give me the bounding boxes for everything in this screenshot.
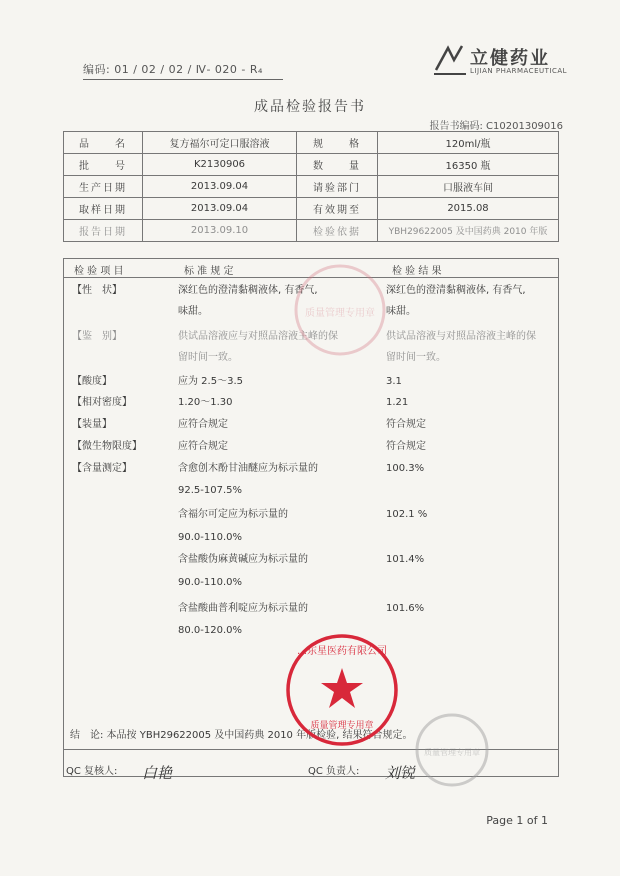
result-item: 【含量测定】 (72, 463, 132, 474)
red-company-stamp-icon (282, 630, 402, 750)
info-label: 检验依据 (297, 220, 378, 242)
info-row-batch (64, 154, 559, 176)
info-row-product (64, 132, 559, 154)
result-item: 【性 状】 (72, 285, 122, 296)
gray-quality-stamp-icon (412, 710, 492, 790)
result-standard: 味甜。 (178, 306, 208, 317)
info-row-report-date (64, 220, 559, 242)
result-standard: 1.20～1.30 (178, 397, 233, 408)
result-value: 1.21 (386, 397, 409, 408)
qc-manager-label: QC 负责人: (308, 766, 360, 777)
header-result: 检 验 结 果 (392, 266, 442, 277)
result-standard: 含福尔可定应为标示量的 (178, 509, 288, 520)
result-item: 【微生物限度】 (72, 441, 142, 452)
pale-quality-stamp-icon (290, 260, 390, 360)
result-item: 【酸度】 (72, 376, 112, 387)
logo-english-name: LIJIAN PHARMACEUTICAL (470, 67, 568, 75)
info-label: 数 量 (297, 154, 378, 176)
info-value: 2015.08 (378, 198, 559, 220)
conclusion-text: 结 论: 本品按 YBH29622005 及中国药典 2010 年版检验, 结果符合规定。 (70, 730, 413, 741)
result-standard: 含愈创木酚甘油醚应为标示量的 (178, 463, 318, 474)
info-value: 2013.09.04 (143, 176, 297, 198)
info-label: 有效期至 (297, 198, 378, 220)
info-label: 规 格 (297, 132, 378, 154)
result-standard: 含盐酸曲普利啶应为标示量的 (178, 603, 308, 614)
result-item: 【相对密度】 (72, 397, 132, 408)
result-value: 102.1 % (386, 509, 428, 520)
info-row-production-date (64, 176, 559, 198)
info-label: 品 名 (64, 132, 143, 154)
info-label: 报告日期 (64, 220, 143, 242)
info-row-sampling-date (64, 198, 559, 220)
result-standard: 90.0-110.0% (178, 577, 243, 588)
company-logo (432, 40, 577, 82)
result-standard: 留时间一致。 (178, 352, 238, 363)
result-standard: 深红色的澄清黏稠液体, 有香气, (178, 285, 318, 296)
result-value: 味甜。 (386, 306, 416, 317)
info-value: YBH29622005 及中国药典 2010 年版 (378, 220, 559, 242)
result-value: 101.6% (386, 603, 425, 614)
result-standard: 应为 2.5～3.5 (178, 376, 243, 387)
document-code: 编码: 01 / 02 / 02 / Ⅳ- 020 - R₄ (83, 61, 283, 80)
info-value: 16350 瓶 (378, 154, 559, 176)
pale-stamp-text: 质量管理专用章 (305, 308, 375, 319)
page-number: Page 1 of 1 (486, 814, 548, 827)
report-number: 报告书编码: C10201309016 (429, 121, 563, 132)
result-standard: 80.0-120.0% (178, 625, 243, 636)
info-value: K2130906 (143, 154, 297, 176)
result-value: 3.1 (386, 376, 402, 387)
header-item: 检 验 项 目 (74, 266, 124, 277)
info-value: 2013.09.04 (143, 198, 297, 220)
info-value: 2013.09.10 (143, 220, 297, 242)
result-item: 【装量】 (72, 419, 112, 430)
result-value: 101.4% (386, 554, 425, 565)
info-value: 120ml/瓶 (378, 132, 559, 154)
result-value: 100.3% (386, 463, 425, 474)
qc-reviewer-label: QC 复核人: (66, 766, 118, 777)
info-label: 批 号 (64, 154, 143, 176)
red-stamp-subtext: 质量管理专用章 (310, 721, 374, 731)
info-label: 取样日期 (64, 198, 143, 220)
info-label: 请验部门 (297, 176, 378, 198)
logo-mark-icon (432, 40, 468, 80)
result-standard: 应符合规定 (178, 441, 228, 452)
result-standard: 供试品溶液应与对照品溶液主峰的保 (178, 331, 338, 342)
result-value: 符合规定 (386, 419, 426, 430)
info-label: 生产日期 (64, 176, 143, 198)
header-standard: 标 准 规 定 (184, 266, 234, 277)
result-value: 留时间一致。 (386, 352, 446, 363)
gray-stamp-text: 质量管理专用章 (424, 748, 480, 757)
info-value: 口服液车间 (378, 176, 559, 198)
result-standard: 92.5-107.5% (178, 485, 243, 496)
red-stamp-text: …东星医药有限公司 (297, 646, 387, 657)
result-item: 【鉴 别】 (72, 331, 122, 342)
result-standard: 90.0-110.0% (178, 532, 243, 543)
document-title: 成品检验报告书 (254, 99, 366, 115)
result-value: 供试品溶液与对照品溶液主峰的保 (386, 331, 536, 342)
qc-manager-signature: 刘锐 (385, 764, 416, 782)
qc-reviewer-signature: 白艳 (142, 764, 173, 782)
logo-chinese-name: 立健药业 (470, 48, 550, 69)
product-info-table (63, 131, 559, 242)
result-standard: 应符合规定 (178, 419, 228, 430)
info-value: 复方福尔可定口服溶液 (143, 132, 297, 154)
result-value: 符合规定 (386, 441, 426, 452)
result-value: 深红色的澄清黏稠液体, 有香气, (386, 285, 526, 296)
result-standard: 含盐酸伪麻黄碱应为标示量的 (178, 554, 308, 565)
